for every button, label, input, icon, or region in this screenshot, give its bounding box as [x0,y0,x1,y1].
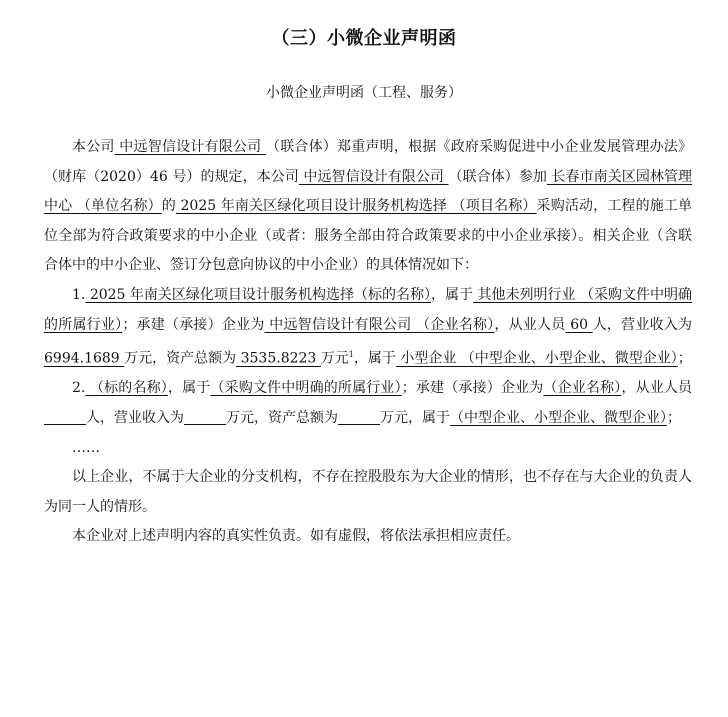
text: ，从业人员 [621,380,693,397]
text: ； [667,410,681,426]
contractor-field: 中远智信设计有限公司 （企业名称） [264,316,495,333]
enterprise-item-1 [44,281,692,374]
text: 万元，资产总额为 [226,410,338,426]
subject-field: 2025 年南关区绿化项目设计服务机构选择（标的名称） [85,286,432,303]
company-name-field-2: 中远智信设计有限公司 [298,168,449,185]
text: ，属于 [167,380,211,397]
text: ；承建（承接）企业为 [122,316,265,333]
statement-paragraph-1: 以上企业，不属于大企业的分支机构，不存在控股股东为大企业的情形，也不存在与大企业的负责人为同一人的情形。 [44,469,692,515]
staff-count-blank [44,410,86,425]
document-heading: （三）小微企业声明函 [271,28,457,49]
document-subheading: 小微企业声明函（工程、服务） [266,85,462,101]
purchaser-field: 长春市南关区园林管理中心 （单位名称） [44,168,693,215]
subject-field: （标的名称） [85,380,168,397]
text: ，从业人员 [494,316,566,333]
statement-paragraph-2: 本企业对上述声明内容的真实性负责。如有虚假，将依法承担相应责任。 [72,528,520,545]
text: 的 [161,198,176,215]
project-name-field: 2025 年南关区绿化项目设计服务机构选择 （项目名称） [175,198,537,215]
text: 本公司 [72,139,115,155]
company-name-field: 中远智信设计有限公司 [114,139,267,155]
footnote-marker: 1 [348,350,354,360]
industry-field: 其他未列明行业 （采购文件中明确的所属行业） [44,286,693,333]
text: 万元，属于 [380,410,450,426]
revenue-blank [184,410,226,425]
document-body [44,133,692,552]
revenue-field: 6994.1689 [44,350,125,367]
text: ； [677,350,692,367]
contractor-field: （企业名称） [543,380,622,397]
text: ，属于 [353,350,396,367]
text: ；承建（承接）企业为 [401,380,544,397]
enterprise-item-2 [44,374,692,433]
assets-blank [338,410,380,425]
ellipsis: …… [72,439,100,456]
text: 万元 [320,350,349,367]
staff-count-field: 60 [565,316,593,333]
item-number: 2. [72,380,86,397]
text: 人，营业收入为 [86,410,184,426]
text: （联合体）参加 [448,168,547,185]
text: （联合体）郑重声明，根据《政府采购促进中小企业发展管理办法》（财库（2020）46 号）的规定，本公司 [44,139,693,185]
text: 人，营业收入为 [592,316,693,333]
item-number: 1. [72,286,86,303]
declaration-paragraph [44,133,692,281]
text: ，属于 [431,286,474,303]
scale-field: （中型企业、小型企业、微型企业） [450,410,667,426]
text: 采购活动，工程的施工单位全部为符合政策要求的中小企业（或者：服务全部由符合政策要求的中小企业承接）。相关企业（含联合体中的中小企业、签订分包意向协议的中小企业）的具体情况如下： [44,198,693,274]
scale-field: 小型企业 （中型企业、小型企业、微型企业） [395,350,678,367]
text: 万元，资产总额为 [124,350,237,367]
assets-field: 3535.8223 [236,350,321,367]
industry-field: （采购文件中明确的所属行业） [210,380,402,397]
